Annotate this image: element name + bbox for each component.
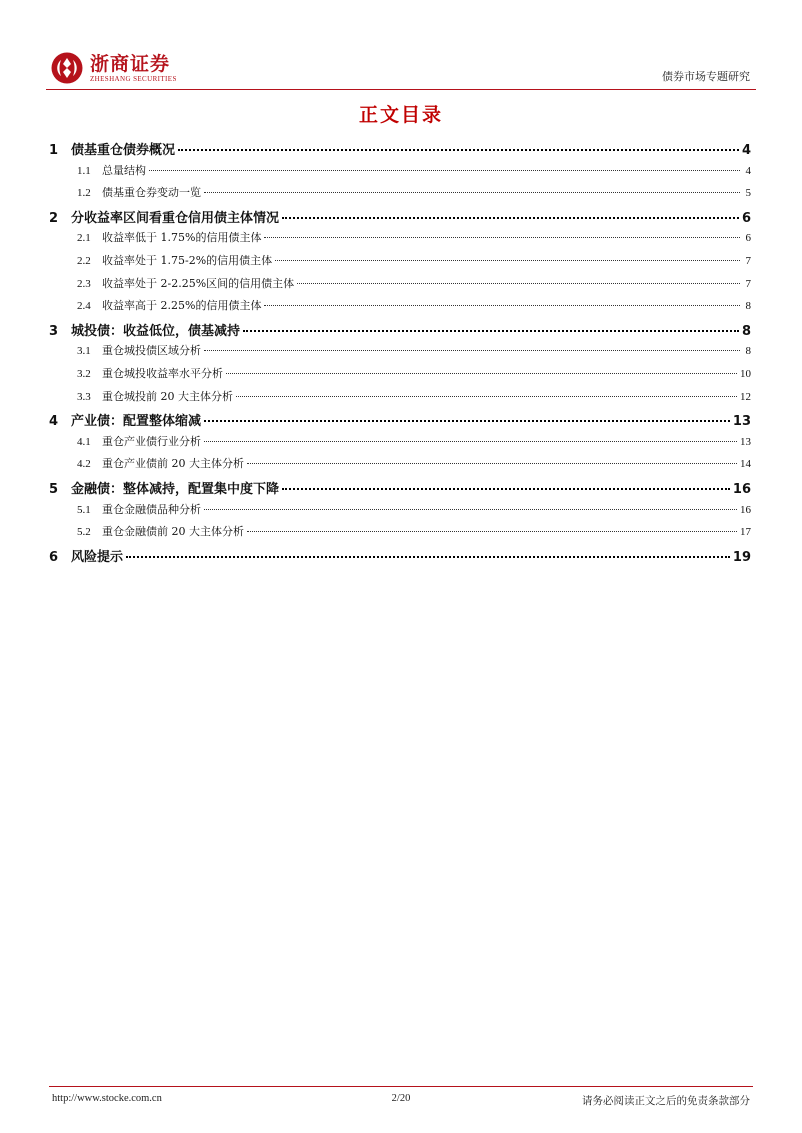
toc-entry-number: 5.1 <box>77 503 91 516</box>
toc-entry-page: 12 <box>740 390 751 403</box>
toc-dot-leader <box>178 149 739 151</box>
toc-dot-leader <box>204 509 737 510</box>
toc-subsection-entry[interactable] <box>49 229 751 252</box>
toc-entry-page: 8 <box>741 323 751 339</box>
toc-entry-page: 6 <box>741 210 751 226</box>
toc-entry-label: 重仓城投债区域分析 <box>102 344 201 358</box>
toc-entry-number: 4.2 <box>77 458 91 471</box>
toc-dot-leader <box>282 217 739 219</box>
toc-entry-page: 17 <box>740 526 751 539</box>
toc-entry-page: 8 <box>745 300 751 313</box>
table-of-contents <box>49 139 751 568</box>
page-header <box>46 46 756 90</box>
toc-subsection-entry[interactable] <box>49 388 751 411</box>
toc-entry-page: 4 <box>745 164 751 177</box>
page-title: 正文目录 <box>358 104 443 126</box>
toc-entry-label: 债基重仓券变动一览 <box>102 186 201 200</box>
toc-entry-page: 13 <box>740 435 751 448</box>
toc-subsection-entry[interactable] <box>49 342 751 365</box>
toc-entry-page: 7 <box>745 277 751 290</box>
toc-entry-label: 重仓城投前 20 大主体分析 <box>102 389 233 403</box>
toc-section-entry[interactable] <box>49 139 751 162</box>
toc-entry-number: 2.1 <box>77 232 91 245</box>
logo-icon <box>50 51 84 85</box>
toc-dot-leader <box>149 170 740 171</box>
page-number: 2/20 <box>391 1093 411 1104</box>
brand-logo <box>50 50 177 86</box>
toc-subsection-entry[interactable] <box>49 184 751 207</box>
toc-entry-page: 16 <box>740 503 751 516</box>
toc-entry-number: 3.1 <box>77 345 91 358</box>
toc-entry-page: 8 <box>745 345 751 358</box>
toc-entry-page: 13 <box>732 414 751 430</box>
toc-dot-leader <box>226 373 737 374</box>
toc-subsection-entry[interactable] <box>49 523 751 546</box>
toc-entry-label: 重仓产业债前 20 大主体分析 <box>102 457 244 471</box>
toc-subsection-entry[interactable] <box>49 501 751 524</box>
toc-subsection-entry[interactable] <box>49 162 751 185</box>
toc-entry-label: 重仓产业债行业分析 <box>102 434 201 448</box>
toc-entry-page: 14 <box>740 458 751 471</box>
header-divider <box>46 89 756 90</box>
toc-entry-number: 5.2 <box>77 526 91 539</box>
toc-subsection-entry[interactable] <box>49 275 751 298</box>
toc-entry-label: 收益率处于 1.75-2%的信用债主体 <box>102 253 273 267</box>
toc-dot-leader <box>126 556 730 558</box>
toc-entry-number: 5 <box>49 481 59 497</box>
toc-entry-label: 产业债：配置整体缩减 <box>71 414 202 430</box>
toc-entry-label: 重仓金融债品种分析 <box>102 502 201 516</box>
toc-entry-number: 1.2 <box>77 187 91 200</box>
toc-entry-label: 收益率低于 1.75%的信用债主体 <box>102 231 262 245</box>
toc-entry-page: 5 <box>745 187 751 200</box>
toc-dot-leader <box>297 283 740 284</box>
toc-entry-number: 3.3 <box>77 390 91 403</box>
toc-entry-label: 收益率处于 2-2.25%区间的信用债主体 <box>102 276 295 290</box>
toc-subsection-entry[interactable] <box>49 433 751 456</box>
toc-entry-label: 债基重仓债券概况 <box>71 143 176 158</box>
toc-section-entry[interactable] <box>49 478 751 501</box>
toc-entry-page: 10 <box>740 367 751 380</box>
toc-dot-leader <box>282 488 730 490</box>
toc-dot-leader <box>275 260 740 261</box>
toc-dot-leader <box>204 441 737 442</box>
brand-name-cn: 浙商证券 <box>90 53 171 75</box>
toc-subsection-entry[interactable] <box>49 252 751 275</box>
toc-subsection-entry[interactable] <box>49 365 751 388</box>
toc-dot-leader <box>204 350 740 351</box>
toc-entry-page: 16 <box>732 481 751 497</box>
toc-entry-number: 4 <box>49 414 59 430</box>
toc-entry-page: 19 <box>732 549 751 565</box>
toc-entry-label: 总量结构 <box>102 163 146 177</box>
toc-entry-label: 金融债：整体减持，配置集中度下降 <box>71 481 280 497</box>
toc-entry-number: 2.4 <box>77 300 91 313</box>
toc-section-entry[interactable] <box>49 546 751 569</box>
toc-section-entry[interactable] <box>49 320 751 343</box>
toc-entry-label: 重仓金融债前 20 大主体分析 <box>102 525 244 539</box>
footer-divider <box>49 1086 753 1087</box>
toc-entry-number: 1 <box>49 143 59 158</box>
toc-dot-leader <box>264 305 740 306</box>
toc-entry-number: 2.2 <box>77 254 91 267</box>
toc-entry-page: 6 <box>745 232 751 245</box>
toc-entry-label: 分收益率区间看重仓信用债主体情况 <box>71 210 280 226</box>
toc-dot-leader <box>247 531 737 532</box>
toc-entry-number: 4.1 <box>77 435 91 448</box>
toc-entry-label: 重仓城投收益率水平分析 <box>102 366 223 380</box>
toc-section-entry[interactable] <box>49 410 751 433</box>
footer-url[interactable]: http://www.stocke.com.cn <box>52 1093 162 1104</box>
toc-dot-leader <box>243 330 739 332</box>
toc-entry-page: 7 <box>745 254 751 267</box>
toc-entry-number: 3.2 <box>77 367 91 380</box>
toc-dot-leader <box>204 420 730 422</box>
toc-entry-number: 3 <box>49 323 59 339</box>
toc-dot-leader <box>236 396 737 397</box>
toc-entry-label: 收益率高于 2.25%的信用债主体 <box>102 299 262 313</box>
toc-subsection-entry[interactable] <box>49 297 751 320</box>
toc-entry-number: 6 <box>49 549 59 565</box>
toc-subsection-entry[interactable] <box>49 455 751 478</box>
toc-entry-number: 2.3 <box>77 277 91 290</box>
toc-dot-leader <box>264 237 740 238</box>
disclaimer-note: 请务必阅读正文之后的免责条款部分 <box>582 1095 750 1107</box>
report-type: 债券市场专题研究 <box>662 70 750 83</box>
toc-entry-number: 1.1 <box>77 164 91 177</box>
toc-dot-leader <box>204 192 740 193</box>
toc-section-entry[interactable] <box>49 207 751 230</box>
brand-name-en: ZHESHANG SECURITIES <box>90 75 177 83</box>
toc-entry-label: 风险提示 <box>71 549 124 565</box>
toc-entry-label: 城投债：收益低位，债基减持 <box>71 323 241 339</box>
toc-entry-number: 2 <box>49 210 59 226</box>
toc-dot-leader <box>247 463 737 464</box>
toc-entry-page: 4 <box>741 143 751 158</box>
